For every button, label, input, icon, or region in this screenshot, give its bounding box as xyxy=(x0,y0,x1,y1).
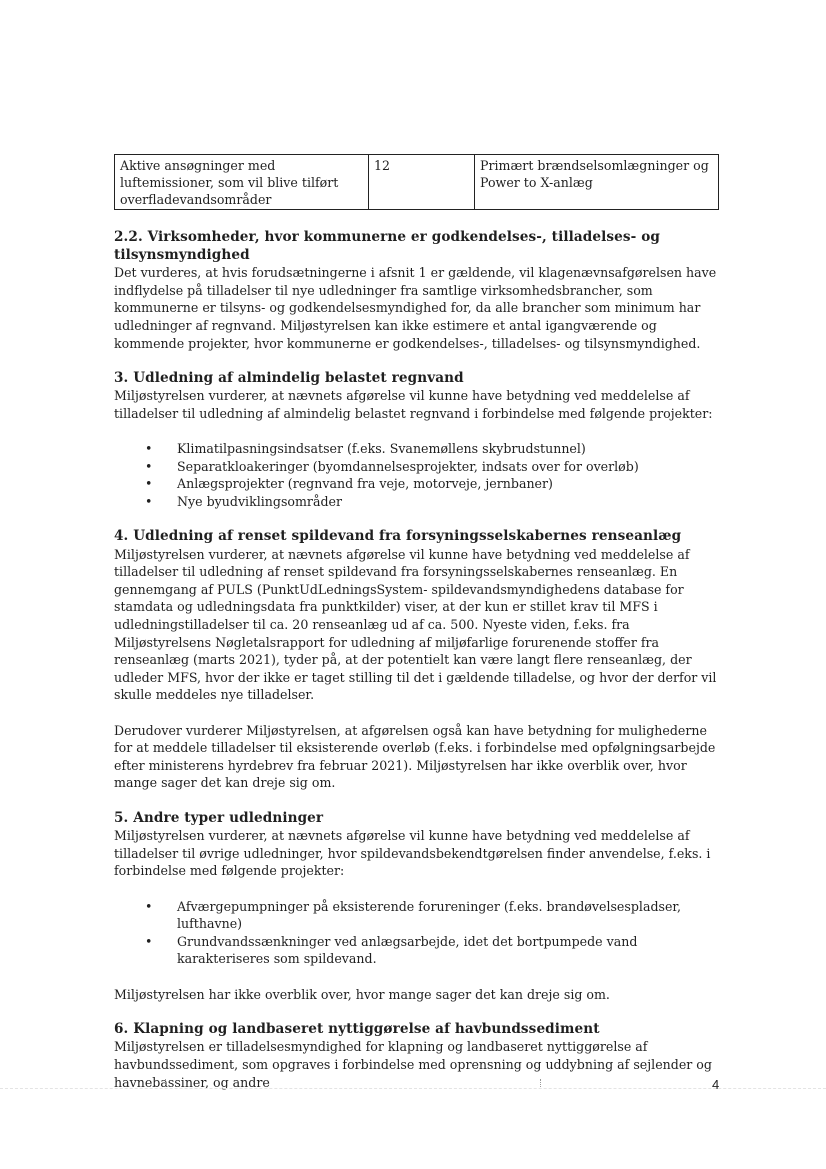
section-heading-3: 3. Udledning af almindelig belastet regnvand xyxy=(114,369,464,386)
list-item xyxy=(114,475,724,493)
bullet-icon: • xyxy=(145,458,153,474)
section-heading-6: 6. Klapning og landbaseret nyttiggørelse af havbundssediment xyxy=(114,1020,600,1037)
section-heading-4: 4. Udledning af renset spildevand fra forsyningsselskabernes renseanlæg xyxy=(114,528,682,545)
section-heading-2-2: 2.2. Virksomheder, hvor kommunerne er godkendelses-, tilladelses- og tilsynsmyndighed xyxy=(114,229,660,263)
bullet-icon: • xyxy=(145,493,153,509)
scan-mark xyxy=(540,1079,542,1087)
paragraph: Miljøstyrelsen vurderer, at nævnets afgørelse vil kunne have betydning ved meddelelse af tilladelser til udledning af almindelig belastet regnvand i forbindelse med følgende projekter: xyxy=(114,388,713,421)
list-item xyxy=(114,493,724,511)
table-row xyxy=(115,155,719,210)
bullet-icon: • xyxy=(145,476,153,492)
list-item-text: Afværgepumpninger på eksisterende forureninger (f.eks. brandøvelsespladser, lufthavne) xyxy=(177,898,682,932)
paragraph: Miljøstyrelsen er tilladelsesmyndighed for klapning og landbaseret nyttiggørelse af havbundssediment, som opgraves i forbindelse med oprensning og uddybning af sejlender og havnebassiner, og andre xyxy=(114,1039,712,1090)
scan-mark xyxy=(165,1079,167,1087)
list-item-text: Grundvandssænkninger ved anlægsarbejde, idet det bortpumpede vand karakteriseres som spildevand. xyxy=(177,933,638,967)
bullet-icon: • xyxy=(145,441,153,457)
table-cell-note: Primært brændselsomlægninger og Power to X-anlæg xyxy=(475,155,719,210)
section-heading-5: 5. Andre typer udledninger xyxy=(114,809,324,826)
table-cell-description: Aktive ansøgninger med luftemissioner, som vil blive tilført overfladevandsområder xyxy=(115,155,369,210)
table-cell-count: 12 xyxy=(369,155,475,210)
list-item-text: Anlægsprojekter (regnvand fra veje, motorveje, jernbaner) xyxy=(177,476,553,492)
list-item-text: Klimatilpasningsindsatser (f.eks. Svanemøllens skybrudstunnel) xyxy=(177,441,586,457)
paragraph: Miljøstyrelsen vurderer, at nævnets afgørelse vil kunne have betydning ved meddelelse af tilladelser til udledning af renset spildevand fra forsyningsselskabernes renseanlæg. En gennemgang af PULS (PunktUdLedningsSystem- spildevandsmyndighedens database for stamdata og udledningsdata fra punktkilder) viser, at der kun er stillet krav til MFS i udledningstilladelser til ca. 20 renseanlæg ud af ca. 500. Nyeste viden, f.eks. fra Miljøstyrelsens Nøgletalsrapport for udledning af miljøfarlige forurenende stoffer fra renseanlæg (marts 2021), tyder på, at der potentielt kan være langt flere renseanlæg, der udleder MFS, hvor der ikke er taget stilling til det i gældende tilladelse, og hvor der derfor vil skulle meddeles nye tilladelser. xyxy=(114,546,717,703)
footer-divider xyxy=(0,1088,826,1090)
bullet-list xyxy=(114,440,724,510)
summary-table xyxy=(114,154,719,210)
page-number: 4 xyxy=(712,1077,720,1092)
bullet-icon: • xyxy=(145,898,153,914)
list-item xyxy=(114,458,724,476)
paragraph: Miljøstyrelsen vurderer, at nævnets afgørelse vil kunne have betydning ved meddelelse af tilladelser til øvrige udledninger, hvor spildevandsbekendtgørelsen finder anvendelse, f.eks. i forbindelse med følgende projekter: xyxy=(114,828,711,879)
list-item xyxy=(114,898,724,933)
list-item xyxy=(114,440,724,458)
list-item-text: Nye byudviklingsområder xyxy=(177,493,342,509)
list-item-text: Separatkloakeringer (byomdannelsesprojekter, indsats over for overløb) xyxy=(177,458,639,474)
bullet-list xyxy=(114,898,724,968)
paragraph: Derudover vurderer Miljøstyrelsen, at afgørelsen også kan have betydning for mulighederne for at meddele tilladelser til eksisterende overløb (f.eks. i forbindelse med opfølgningsarbejde efter ministerens hyrdebrev fra februar 2021). Miljøstyrelsen har ikke overblik over, hvor mange sager det kan dreje sig om. xyxy=(114,722,716,791)
document-body xyxy=(114,229,724,1091)
list-item xyxy=(114,933,724,968)
paragraph: Miljøstyrelsen har ikke overblik over, hvor mange sager det kan dreje sig om. xyxy=(114,986,610,1002)
bullet-icon: • xyxy=(145,933,153,949)
paragraph: Det vurderes, at hvis forudsætningerne i afsnit 1 er gældende, vil klagenævnsafgørelsen have indflydelse på tilladelser til nye udledninger fra samtlige virksomhedsbrancher, som kommunerne er tilsyns- og godkendelsesmyndighed for, da alle brancher som minimum har udledninger af regnvand. Miljøstyrelsen kan ikke estimere et antal igangværende og kommende projekter, hvor kommunerne er godkendelses-, tilladelses- og tilsynsmyndighed. xyxy=(114,265,717,351)
